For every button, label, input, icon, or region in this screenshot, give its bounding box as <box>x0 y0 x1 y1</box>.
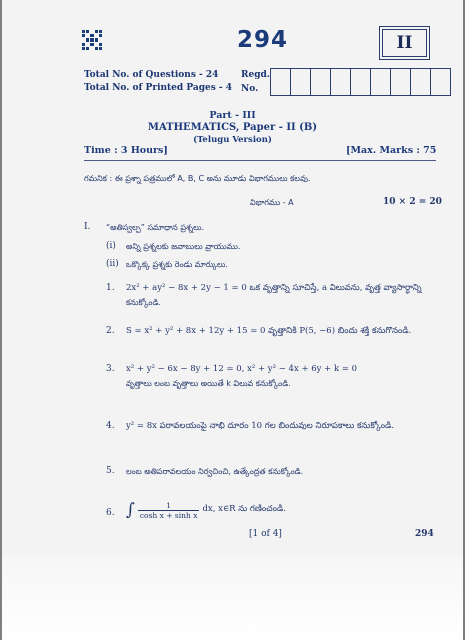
footer-code: 294 <box>415 529 434 539</box>
question-text: S = x² + y² + 8x + 12y + 15 = 0 వృత్తానికి P(5, −6) బిందు శక్తి కనుగొనండి. <box>126 326 412 336</box>
regd-digit-box <box>311 69 331 95</box>
regd-digit-box <box>371 69 391 95</box>
regd-digit-box <box>271 69 291 95</box>
header-divider <box>84 160 436 161</box>
total-questions: Total No. of Questions - 24 <box>84 70 219 80</box>
instruction-i-text: అన్ని ప్రశ్నలకు జవాబులు వ్రాయుము. <box>126 242 241 251</box>
part-title: Part - III <box>209 110 256 121</box>
question-number: 1. <box>106 283 115 293</box>
no-label: No. <box>241 84 259 94</box>
question-text-continued: వృత్తాలు లంబ వృత్తాలు అయితే k విలువ కనుక్కోండి. <box>126 379 291 388</box>
question-text: x² + y² − 6x − 8y + 12 = 0, x² + y² − 4x + 6y + k = 0 <box>126 364 358 374</box>
section-marks: 10 × 2 = 20 <box>383 197 442 207</box>
general-note: గమనిక : ఈ ప్రశ్నా పత్రములో A, B, C అను మూడు విభాగములు కలవు. <box>84 174 311 183</box>
question-text: లంబ అతిపరావలయం నిర్వచించి, ఉత్కేంద్రత కనుక్కోండి. <box>126 467 304 476</box>
paper-code: 294 <box>237 27 289 53</box>
regd-digit-box <box>391 69 411 95</box>
regd-digit-box <box>411 69 431 95</box>
instruction-heading: “అతిస్వల్ప” సమాధాన ప్రశ్నలు. <box>106 223 205 232</box>
instruction-i-label: (i) <box>106 241 116 251</box>
question-text: y² = 8x పరావలయంపై నాభి దూరం 10 గల బిందువుల నిరూపకాలు కనుక్కోండి. <box>126 421 395 431</box>
regd-digit-box <box>291 69 311 95</box>
question-number: 2. <box>106 326 115 336</box>
exam-paper <box>2 0 463 640</box>
question-text <box>126 500 286 520</box>
question-number: 4. <box>106 421 115 431</box>
instruction-ii-label: (ii) <box>106 259 119 269</box>
question-group-number: I. <box>84 222 91 232</box>
integral-sign: ∫ <box>126 500 135 520</box>
question-number: 6. <box>106 508 115 518</box>
qr-code-icon <box>82 30 102 50</box>
regd-digit-box <box>331 69 351 95</box>
integral-fraction <box>138 501 200 520</box>
registration-number-boxes <box>270 68 451 96</box>
set-badge: II <box>382 29 427 57</box>
version-title: (Telugu Version) <box>193 135 272 145</box>
instruction-ii-text: ఒక్కొక్క ప్రశ్నకు రెండు మార్కులు. <box>126 260 228 269</box>
question-text: 2x² + ay² − 8x + 2y − 1 = 0 ఒక వృత్తాన్ని సూచిస్తే, a విలువను, వృత్త వ్యాసార్ధాన్ని <box>126 283 422 293</box>
total-pages: Total No. of Printed Pages - 4 <box>84 83 233 93</box>
question-text-continued: కనుక్కోండి. <box>126 298 161 307</box>
fraction-numerator: 1 <box>138 501 200 511</box>
regd-label: Regd. <box>241 70 270 80</box>
section-heading: విభాగము - A <box>250 198 294 207</box>
fraction-denominator: cosh x + sinh x <box>139 510 198 520</box>
regd-digit-box <box>431 69 450 95</box>
integral-tail: dx, x∈R ను గణించండి. <box>202 504 286 514</box>
subject-title: MATHEMATICS, Paper - II (B) <box>147 122 318 133</box>
regd-digit-box <box>351 69 371 95</box>
question-number: 3. <box>106 364 115 374</box>
page-number: [1 of 4] <box>249 529 282 539</box>
time-label: Time : 3 Hours] <box>84 145 168 156</box>
question-number: 5. <box>106 466 115 476</box>
max-marks-label: [Max. Marks : 75 <box>346 145 437 156</box>
